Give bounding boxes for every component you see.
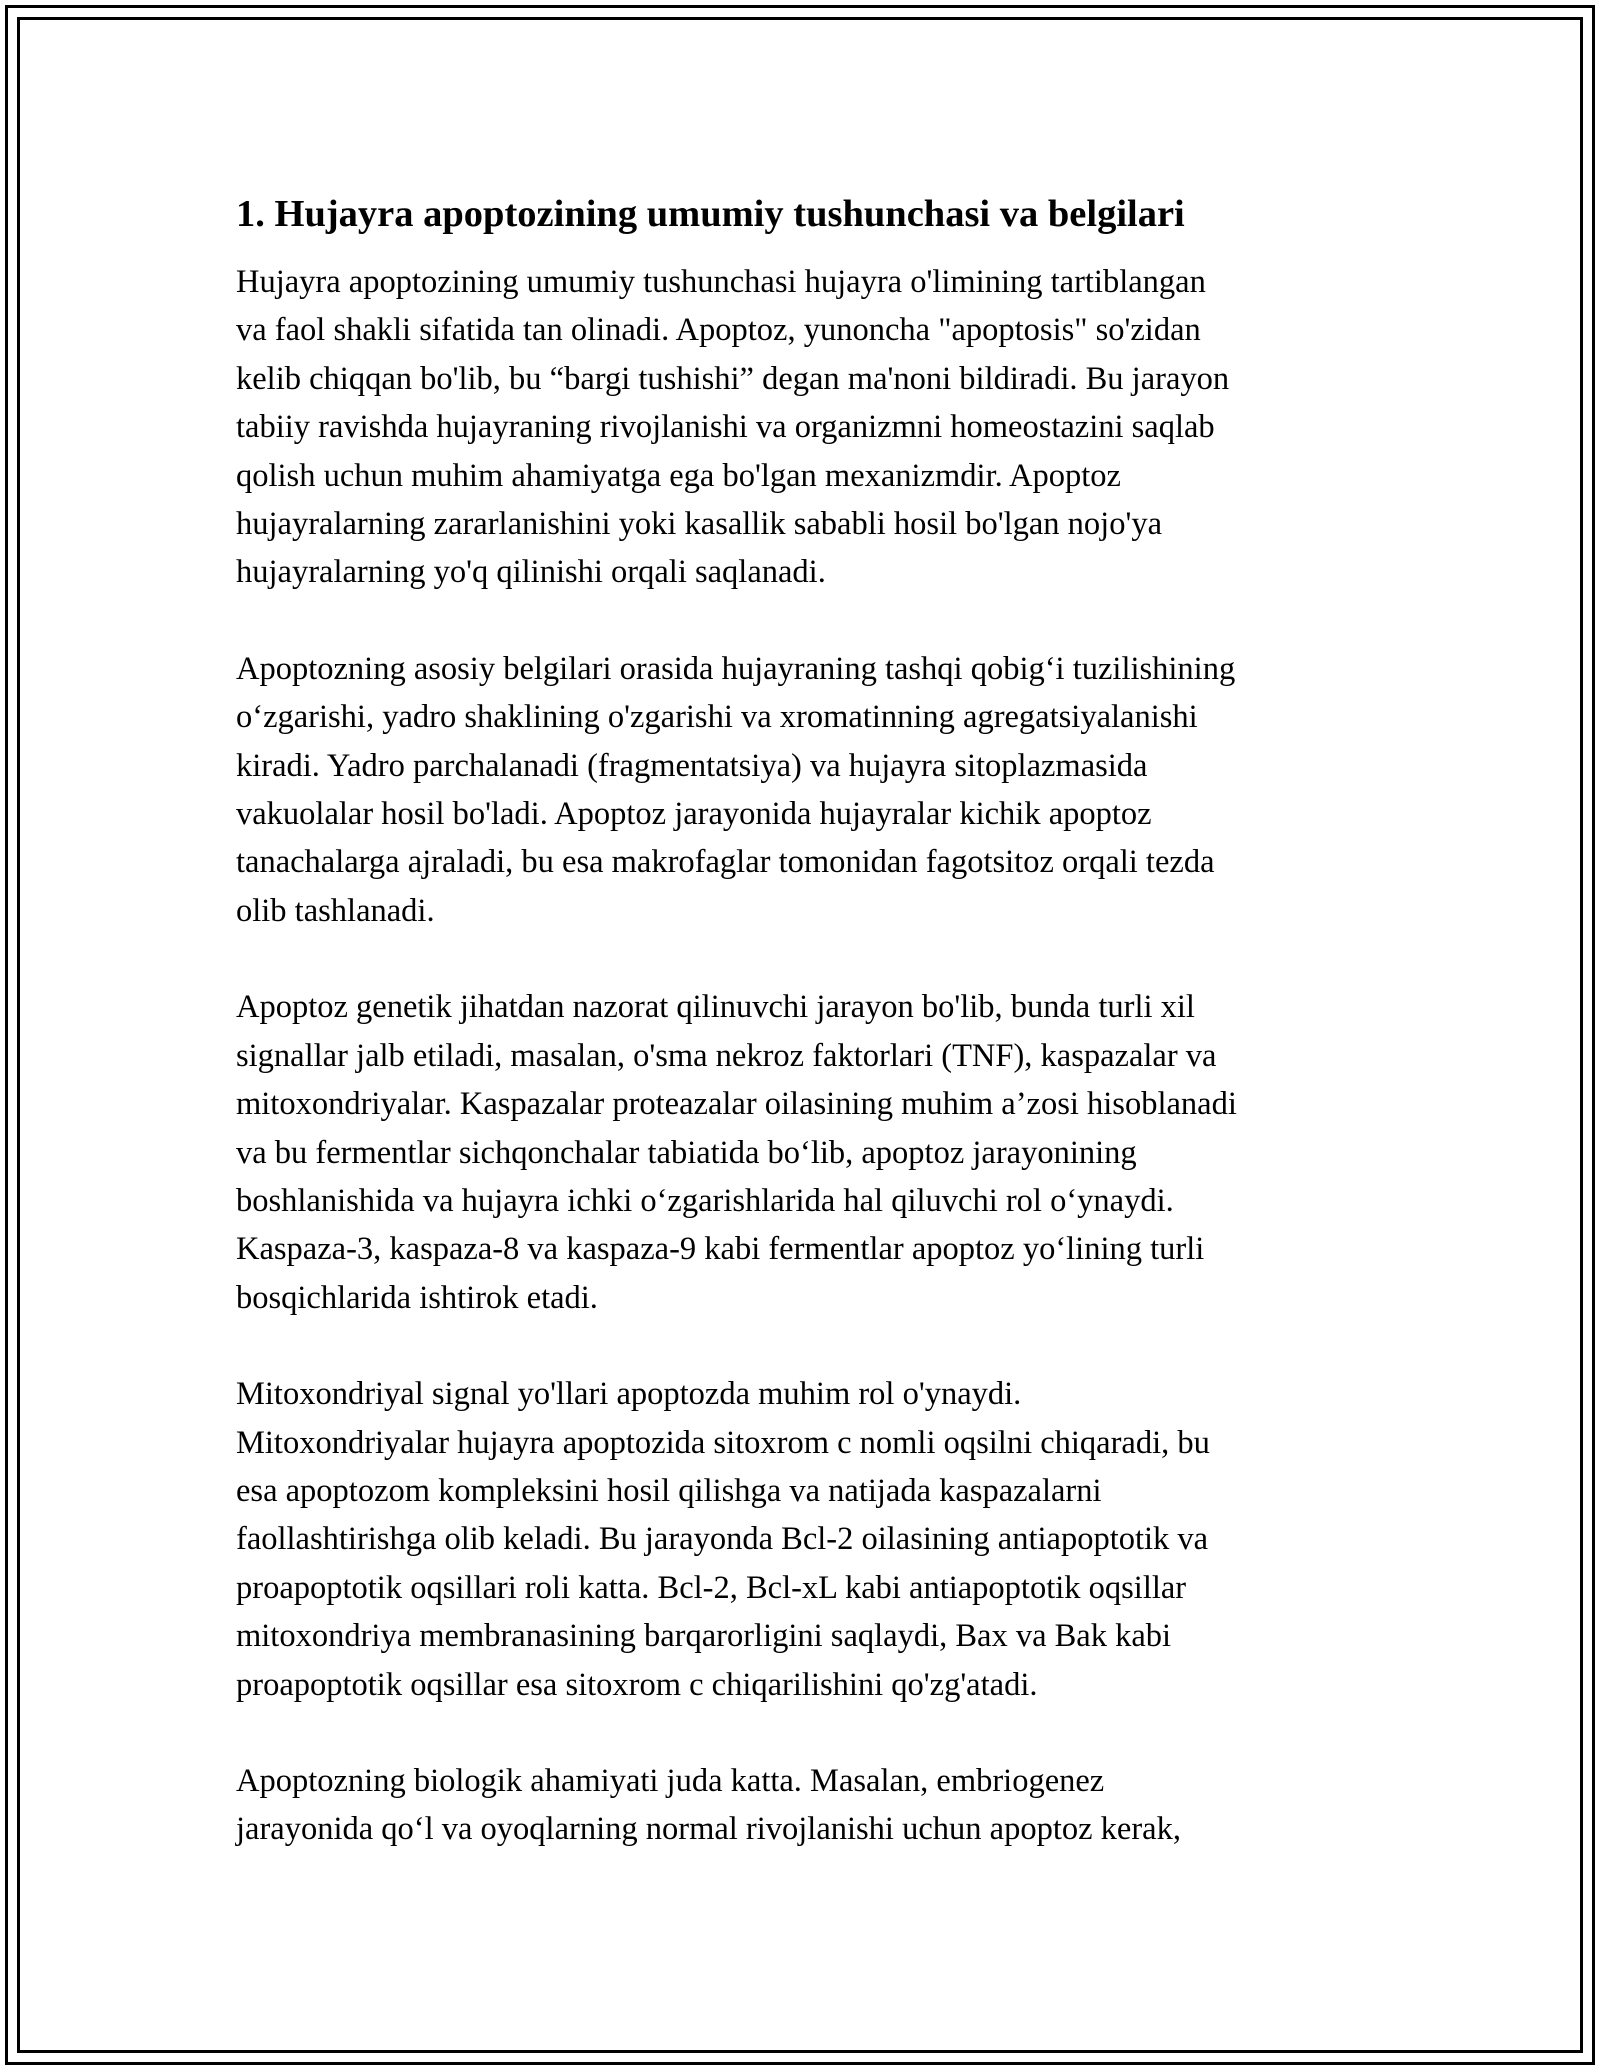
text-line: vakuolalar hosil bo'ladi. Apoptoz jarayonida hujayralar kichik apoptoz bbox=[236, 796, 1152, 833]
text-line: esa apoptozom kompleksini hosil qilishga va natijada kaspazalarni bbox=[236, 1472, 1102, 1509]
text-line: tabiiy ravishda hujayraning rivojlanishi va organizmni homeostazini saqlab bbox=[236, 409, 1215, 446]
paragraph-apoptosis-signs bbox=[236, 645, 1376, 935]
paragraph-genetic-control bbox=[236, 983, 1376, 1322]
text-line: proapoptotik oqsillar esa sitoxrom c chiqarilishini qo'zg'atadi. bbox=[236, 1666, 1038, 1703]
text-line: o‘zgarishi, yadro shaklining o'zgarishi va xromatinning agregatsiyalanishi bbox=[236, 699, 1198, 736]
text-line: faollashtirishga olib keladi. Bu jarayonda Bcl-2 oilasining antiapoptotik va bbox=[236, 1521, 1209, 1558]
text-line: Mitoxondriyal signal yo'llari apoptozda muhim rol o'ynaydi. bbox=[236, 1376, 1022, 1413]
text-line: Apoptozning asosiy belgilari orasida hujayraning tashqi qobig‘i tuzilishining bbox=[236, 650, 1236, 687]
text-line: va faol shakli sifatida tan olinadi. Apoptoz, yunoncha "apoptosis" so'zidan bbox=[236, 312, 1201, 349]
text-line: proapoptotik oqsillari roli katta. Bcl-2, Bcl-xL kabi antiapoptotik oqsillar bbox=[236, 1569, 1187, 1606]
text-line: mitoxondriya membranasining barqarorligini saqlaydi, Bax va Bak kabi bbox=[236, 1618, 1172, 1655]
text-line: hujayralarning zararlanishini yoki kasallik sababli hosil bo'lgan nojo'ya bbox=[236, 506, 1162, 543]
paragraph-mitochondrial-pathway bbox=[236, 1370, 1376, 1709]
section-heading: 1. Hujayra apoptozining umumiy tushunchasi va belgilari bbox=[236, 193, 1185, 235]
text-line: qolish uchun muhim ahamiyatga ega bo'lgan mexanizmdir. Apoptoz bbox=[236, 457, 1121, 494]
text-line: bosqichlarida ishtirok etadi. bbox=[236, 1279, 598, 1316]
text-line: signallar jalb etiladi, masalan, o'sma nekroz faktorlari (TNF), kaspazalar va bbox=[236, 1037, 1217, 1074]
text-line: Apoptoz genetik jihatdan nazorat qilinuvchi jarayon bo'lib, bunda turli xil bbox=[236, 989, 1195, 1026]
text-line: Hujayra apoptozining umumiy tushunchasi hujayra o'limining tartiblangan bbox=[236, 264, 1206, 300]
text-line: hujayralarning yo'q qilinishi orqali saqlanadi. bbox=[236, 554, 826, 591]
paragraph-biological-significance bbox=[236, 1757, 1376, 1854]
text-line: Kaspaza-3, kaspaza-8 va kaspaza-9 kabi fermentlar apoptoz yo‘lining turli bbox=[236, 1231, 1205, 1268]
text-line: kiradi. Yadro parchalanadi (fragmentatsiya) va hujayra sitoplazmasida bbox=[236, 747, 1148, 784]
text-line: mitoxondriyalar. Kaspazalar proteazalar oilasining muhim a’zosi hisoblanadi bbox=[236, 1086, 1237, 1123]
document-body bbox=[236, 186, 1376, 1854]
text-line: tanachalarga ajraladi, bu esa makrofaglar tomonidan fagotsitoz orqali tezda bbox=[236, 844, 1215, 881]
text-line: boshlanishida va hujayra ichki o‘zgarishlarida hal qiluvchi rol o‘ynaydi. bbox=[236, 1182, 1174, 1219]
text-line: va bu fermentlar sichqonchalar tabiatida bo‘lib, apoptoz jarayonining bbox=[236, 1134, 1137, 1171]
text-line: kelib chiqqan bo'lib, bu “bargi tushishi” degan ma'noni bildiradi. Bu jarayon bbox=[236, 360, 1230, 397]
text-line: Mitoxondriyalar hujayra apoptozida sitoxrom c nomli oqsilni chiqaradi, bu bbox=[236, 1424, 1210, 1461]
text-line: jarayonida qo‘l va oyoqlarning normal rivojlanishi uchun apoptoz kerak, bbox=[236, 1811, 1181, 1848]
text-line: Apoptozning biologik ahamiyati juda katta. Masalan, embriogenez bbox=[236, 1762, 1105, 1799]
text-line: olib tashlanadi. bbox=[236, 892, 435, 929]
paragraph-apoptosis-definition bbox=[236, 258, 1376, 597]
